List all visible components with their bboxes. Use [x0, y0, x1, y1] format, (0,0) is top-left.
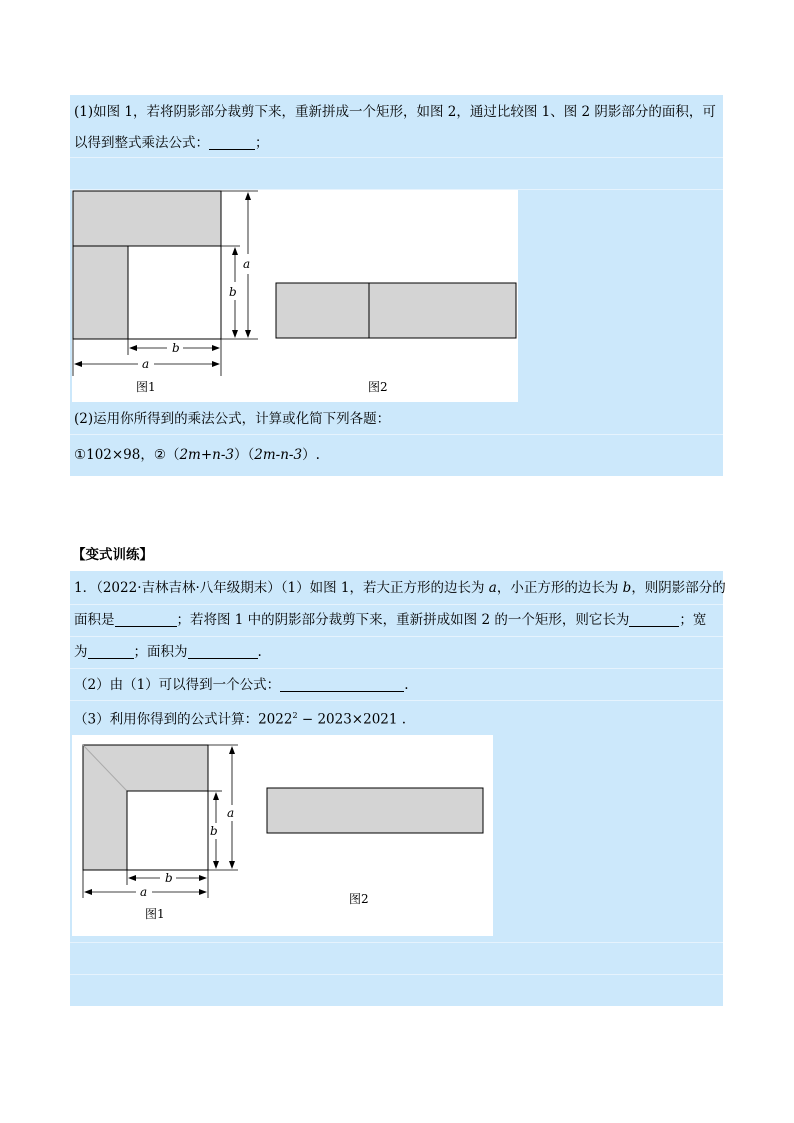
- answer-blank: [188, 644, 258, 659]
- row-divider: [70, 700, 723, 701]
- row-divider: [70, 942, 723, 943]
- rect-piece-right: [369, 283, 516, 338]
- figure-1-caption: 图1: [145, 907, 165, 921]
- variant-q1-line-1: 1．（2022·吉林吉林·八年级期末）（1）如图 1，若大正方形的边长为 a，小正方形的边长为 b，则阴影部分的: [74, 580, 726, 596]
- label-b-horizontal: b: [165, 871, 173, 885]
- question-1-line-1: (1)如图 1，若将阴影部分裁剪下来，重新拼成一个矩形，如图 2，通过比较图 1、图 2 阴影部分的面积，可: [74, 104, 716, 120]
- row-divider: [70, 604, 723, 605]
- question-2: (2)运用你所得到的乘法公式，计算或化简下列各题：: [74, 411, 391, 427]
- label-a-horizontal: a: [140, 885, 148, 899]
- variant-q1-line-3: 为 ；面积为 .: [74, 644, 262, 660]
- label-a-vertical: a: [227, 806, 235, 820]
- figure-1-and-2-diagram: [72, 190, 518, 402]
- answer-blank: [209, 135, 255, 150]
- variant-q1-line-2: 面积是 ；若将图 1 中的阴影部分裁剪下来，重新拼成如图 2 的一个矩形，则它长为 ；宽: [74, 612, 707, 628]
- row-divider: [70, 157, 723, 158]
- question-1-line-2: 以得到整式乘法公式： ；: [74, 135, 269, 151]
- figure-2-caption: 图2: [349, 892, 369, 906]
- figure-block-2: [72, 735, 493, 936]
- figure-1-and-2-diagram-variant: [72, 735, 493, 936]
- label-a-vertical: a: [243, 257, 251, 271]
- rect-piece-left: [276, 283, 369, 338]
- answer-blank: [115, 612, 177, 627]
- small-square: [127, 791, 208, 870]
- shaded-left-rect: [73, 246, 128, 339]
- row-divider: [70, 434, 723, 435]
- figure-2-caption: 图2: [368, 380, 388, 394]
- answer-blank: [88, 644, 134, 659]
- small-square: [128, 246, 221, 339]
- variant-q2: （2）由（1）可以得到一个公式： .: [74, 677, 409, 693]
- variant-training-heading: 【变式训练】: [72, 547, 153, 563]
- row-divider: [70, 668, 723, 669]
- answer-blank: [280, 677, 404, 692]
- shaded-top-rect: [73, 191, 221, 246]
- variant-q3: （3）利用你得到的公式计算：$2022^2 - 2023\times 2021$ .: [74, 711, 407, 728]
- rearranged-rectangle: [267, 788, 483, 833]
- label-b-vertical: b: [229, 285, 237, 299]
- question-2-items: ①102×98，②（2m+n-3）（2m-n-3）.: [74, 447, 320, 463]
- figure-block-1: [72, 190, 518, 402]
- row-divider: [70, 974, 723, 975]
- figure-1-caption: 图1: [136, 380, 156, 394]
- label-b-horizontal: b: [172, 341, 180, 355]
- answer-blank: [629, 612, 679, 627]
- label-b-vertical: b: [210, 824, 218, 838]
- label-a-horizontal: a: [142, 357, 150, 371]
- row-divider: [70, 636, 723, 637]
